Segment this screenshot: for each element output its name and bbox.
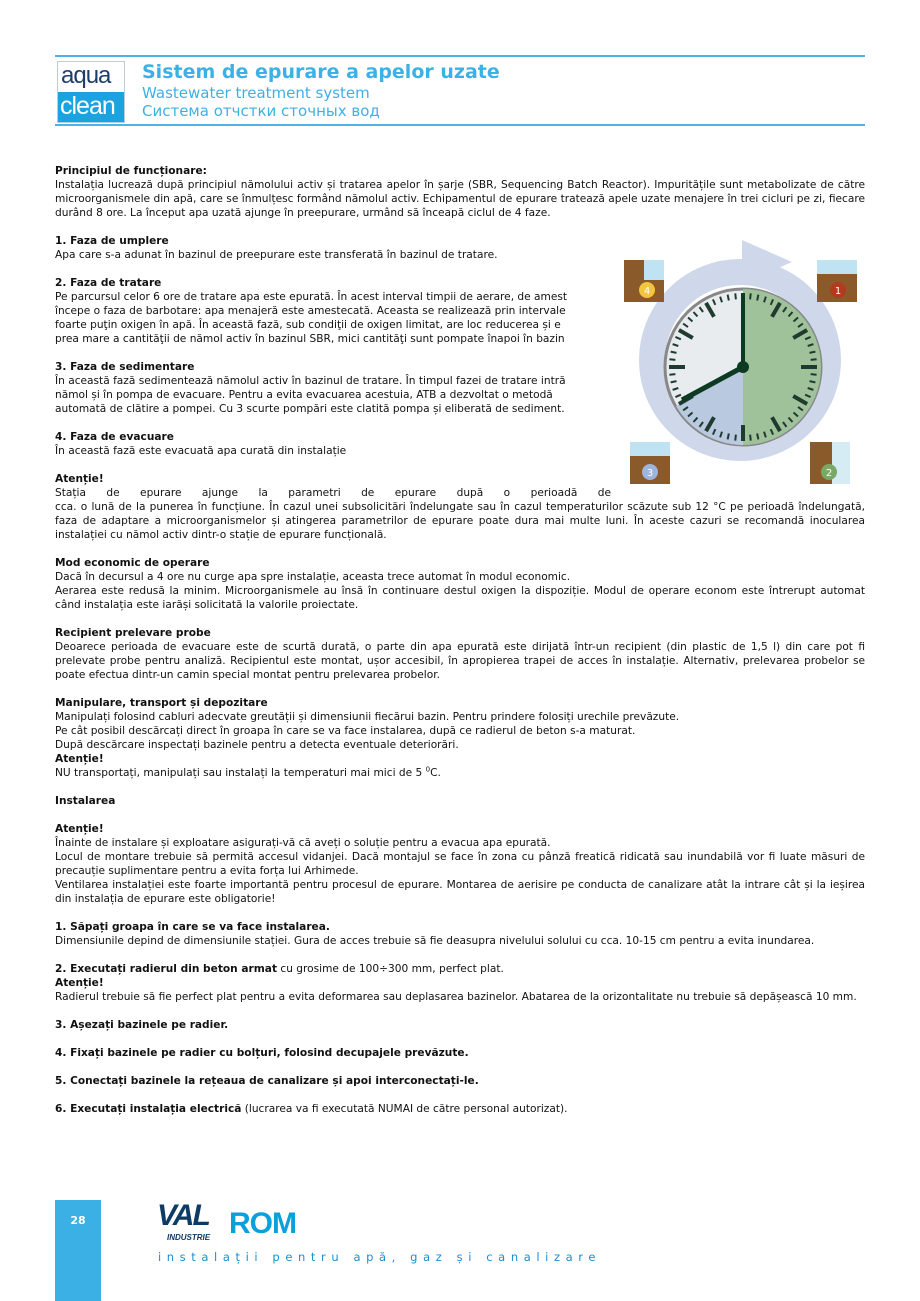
section-handling (55, 696, 865, 780)
clock-tick (669, 359, 675, 360)
step-text-inline: cu grosime de 100÷300 mm, perfect plat. (277, 963, 504, 975)
step-heading: 1. Săpați groapa în care se va face instalarea. (55, 921, 330, 933)
clock-tick (735, 435, 736, 441)
tank-icon-3 (630, 442, 670, 484)
step-number: 1 (834, 286, 842, 297)
text-line: După descărcare inspectați bazinele pentru a detecta eventuale deteriorări. (55, 739, 459, 751)
section-heading: Atenție! (55, 823, 104, 835)
clock-tick (757, 295, 758, 301)
clock-tick (728, 295, 729, 301)
logo-text-rom: ROM (229, 1207, 296, 1240)
text-line: prea mare a cantităţii de nămol activ în bazinul SBR, mici cantităţi sunt pompate înapoi în bazin (55, 333, 565, 345)
tank-icon-4 (624, 260, 664, 302)
unit-c: C. (430, 767, 441, 779)
text-line: automată de clătire a pompei. Cu 3 scurte pompări este clatită pompa și eliberată de sediment. (55, 403, 565, 415)
section-heading: Recipient prelevare probe (55, 627, 211, 639)
section-sample-container (55, 626, 865, 682)
sbr-cycle-clock-diagram (612, 232, 868, 488)
section-text: În această fază este evacuată apa curată din instalație (55, 445, 347, 457)
page-number: 28 (70, 1214, 86, 1227)
logo-text-clean: clean (60, 92, 115, 120)
text-line: Stația de epurare ajunge la parametri de epurare după o perioadă de (55, 487, 611, 499)
text-line: foarte puţin oxigen în apă. În această fază, sub condiţii de oxigen limitat, are loc reducerea și e (55, 319, 561, 331)
step-6 (55, 1102, 865, 1116)
tank-icon-2 (810, 442, 850, 484)
paragraph: Locul de montare trebuie să permită accesul vidanjei. Dacă montajul se face în zona cu pânză freatică ridicată sau inundabilă vor fi luate măsuri de precauție suplimentare pentru a evita forța lui Arhimede. (55, 851, 865, 877)
section-heading: Atenție! (55, 473, 104, 485)
text-line: Dacă în decursul a 4 ore nu curge apa spre instalație, aceasta trece automat în modul economic. (55, 571, 571, 583)
text-line: Manipulați folosind cabluri adecvate greutății și dimensiunii fiecărui bazin. Pentru prindere folosiți urechile prevăzute. (55, 711, 680, 723)
logo-text-aqua: aqua (61, 62, 111, 89)
step-number: 4 (643, 286, 651, 297)
text-line: începe o faza de barbotare: apa menajeră este amestecată. Aceasta se realizează prin intervale (55, 305, 566, 317)
section-install-heading (55, 794, 865, 808)
logo-text-industrie: INDUSTRIE (167, 1233, 211, 1242)
header-top-rule (55, 55, 865, 57)
clock-tick (810, 352, 816, 353)
clock-tick (669, 374, 675, 375)
step-text-inline: (lucrarea va fi executată NUMAI de către personal autorizat). (241, 1103, 568, 1115)
section-text: Deoarece perioada de evacuare este de scurtă durată, o parte din apa epurată este dirijată într-un recipient (din plastic de 1,5 l) din care pot fi prelevate probe pentru analiză. Recipientul este montat, ușor accesibil, în apropierea trapei de acces în instalație. Alternativ, prelevarea probelor se poate efectua dintr-un camin special montat pentru prelevarea probelor. (55, 641, 865, 681)
warning-text (55, 766, 865, 780)
section-heading: Mod economic de operare (55, 557, 210, 569)
footer-tagline: instalații pentru apă, gaz și canalizare (158, 1250, 601, 1264)
warning-heading: Atenție! (55, 977, 104, 989)
header-bottom-rule (55, 124, 865, 126)
step-number: 2 (825, 468, 833, 479)
clock-tick (728, 434, 729, 440)
warning-heading: Atenție! (55, 753, 104, 765)
subtitle-ru: Система отчстки сточных вод (142, 102, 380, 120)
text-line: Pe parcursul celor 6 ore de tratare apa este epurată. În acest interval timpii de aerare, de amest (55, 291, 568, 303)
section-text: Instalația lucrează după principiul nămolului activ și tratarea apelor în șarje (SBR, Sequencing Batch Reactor). Impuritățile sunt metabolizate de către microorganismele din apă, care se înmulțesc formând nămolul activ. Echipamentul de epurare tratează apele uzate menajere în trei cicluri pe zi, fiecare durând 8 ore. La început apa uzată ajunge în preepurare, urmând să înceapă ciclul de 4 faze. (55, 179, 865, 219)
step-text: Dimensiunile depind de dimensiunile stației. Gura de acces trebuie să fie deasupra nivelului solului cu cca. 10-15 cm pentru a evita inundarea. (55, 935, 815, 947)
section-economic-mode (55, 556, 865, 612)
clock-tick (671, 381, 677, 382)
clock-tick (750, 293, 751, 299)
clock-tick (757, 434, 758, 440)
section-text: Aerarea este redusă la minim. Microorganismele au însă în continuare destul oxigen la dispoziție. Modul de operare econom este întrerupt automat când instalația este iarăși solicitată la valorile proiectate. (55, 585, 865, 611)
section-heading: Manipulare, transport și depozitare (55, 697, 268, 709)
section-heading: 1. Faza de umplere (55, 235, 169, 247)
step-3: 3. Așezați bazinele pe radier. (55, 1019, 229, 1031)
clock-tick (811, 359, 817, 360)
section-heading: Principiul de funcționare: (55, 165, 207, 177)
text-line: nămol și în pompa de evacuare. Pentru a evita evacuarea acestuia, ATB a dezvoltat o metodă (55, 389, 553, 401)
clock-center (737, 361, 749, 373)
step-2-title (55, 962, 865, 976)
tank-icon-1 (817, 260, 857, 302)
clock-tick (735, 293, 736, 299)
section-heading: Instalarea (55, 795, 116, 807)
step-2 (55, 962, 865, 1004)
step-heading: 2. Executați radierul din beton armat (55, 963, 278, 975)
page-number-bar (55, 1200, 101, 1301)
warning-text-body: NU transportați, manipulați sau instalați la temperaturi mai mici de 5 (55, 767, 426, 779)
section-text: cca. o lună de la punerea în funcțiune. În cazul unei subsolicitări îndelungate sau în cazul temperaturilor scăzute sub 12 °C pe perioadă îndelungată, faza de adaptare a microorganismelor și atingerea parametrilor de epurare poate dura mai multe luni. În aceste cazuri se recomandă inocularea instalației cu nămol activ dintr-o stație de epurare funcțională. (55, 501, 865, 541)
section-text: Apa care s-a adunat în bazinul de preepurare este transferată în bazinul de tratare. (55, 249, 498, 261)
clock-tick (811, 374, 817, 375)
valrom-logo (157, 1200, 327, 1248)
clock-tick (810, 381, 816, 382)
subtitle-en: Wastewater treatment system (142, 84, 370, 102)
section-heading: 3. Faza de sedimentare (55, 361, 195, 373)
section-principle (55, 164, 865, 220)
text-line: În această fază sedimentează nămolul activ în bazinul de tratare. În timpul fazei de tratare intră (55, 375, 566, 387)
paragraph: Ventilarea instalației este foarte importantă pentru procesul de epurare. Montarea de aerisire pe conducta de canalizare atât la intrare cât și la ieșirea din instalația de epurare este obligatorie! (55, 879, 865, 905)
clock-tick (750, 435, 751, 441)
logo-text-val: VAL (157, 1199, 209, 1232)
text-line: Pe cât posibil descărcați direct în groapa în care se va face instalarea, după ce radierul de beton s-a maturat. (55, 725, 636, 737)
degree-sup: 0 (425, 765, 431, 774)
paragraph: Înainte de instalare și exploatare asigurați-vă că aveți o soluție pentru a evacua apa epurată. (55, 837, 551, 849)
section-install-warning (55, 822, 865, 906)
clock-tick (671, 352, 677, 353)
step-number: 3 (646, 468, 654, 479)
step-4: 4. Fixați bazinele pe radier cu bolțuri, folosind decupajele prevăzute. (55, 1047, 469, 1059)
page-title: Sistem de epurare a apelor uzate (142, 61, 500, 83)
step-1 (55, 920, 865, 948)
section-heading: 2. Faza de tratare (55, 277, 162, 289)
step-heading: 6. Executați instalația electrică (55, 1103, 242, 1115)
section-heading: 4. Faza de evacuare (55, 431, 174, 443)
aqua-clean-logo (57, 61, 125, 123)
step-text: Radierul trebuie să fie perfect plat pentru a evita deformarea sau deplasarea bazinelor. Abatarea de la orizontalitate nu trebuie să depășească 10 mm. (55, 991, 857, 1003)
step-5: 5. Conectați bazinele la rețeaua de canalizare și apoi interconectați-le. (55, 1075, 479, 1087)
